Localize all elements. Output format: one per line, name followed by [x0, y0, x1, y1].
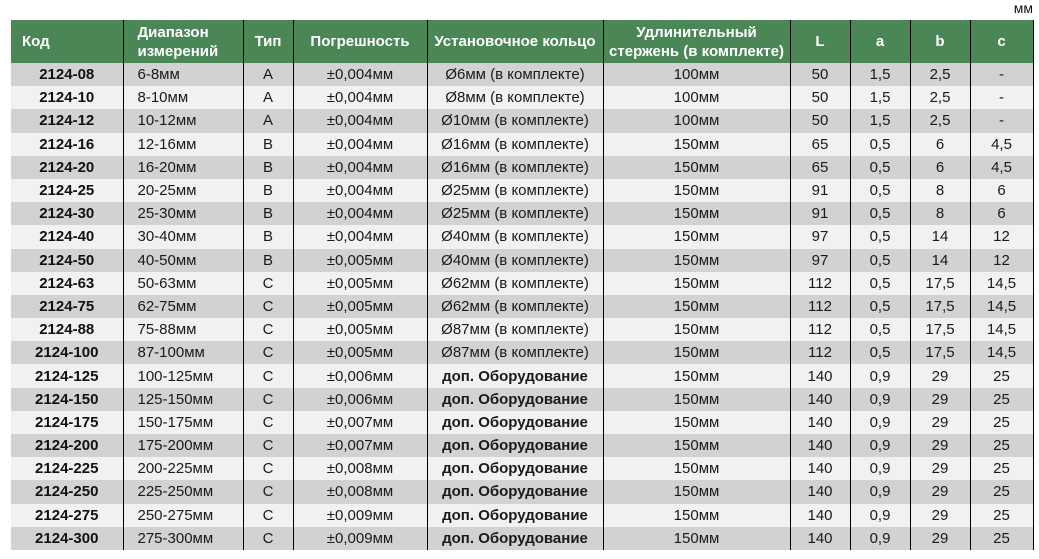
cell-rod: 100мм	[603, 109, 790, 132]
cell-accuracy: ±0,004мм	[293, 109, 427, 132]
cell-L: 140	[790, 411, 850, 434]
cell-L: 112	[790, 272, 850, 295]
cell-code: 2124-30	[11, 202, 123, 225]
table-row	[11, 133, 1033, 156]
table-row	[11, 411, 1033, 434]
cell-c: 25	[970, 364, 1033, 387]
cell-accuracy: ±0,004мм	[293, 225, 427, 248]
cell-range: 200-225мм	[123, 457, 243, 480]
cell-ring: Ø40мм (в комплекте)	[427, 249, 603, 272]
cell-ring: Ø87мм (в комплекте)	[427, 318, 603, 341]
cell-accuracy: ±0,005мм	[293, 272, 427, 295]
cell-type: A	[243, 109, 293, 132]
cell-code: 2124-12	[11, 109, 123, 132]
cell-L: 50	[790, 63, 850, 86]
table-header	[11, 20, 1033, 63]
header-code: Код	[11, 20, 123, 63]
cell-type: C	[243, 457, 293, 480]
cell-c: 25	[970, 504, 1033, 527]
cell-type: C	[243, 527, 293, 550]
cell-b: 6	[910, 133, 970, 156]
cell-range: 175-200мм	[123, 434, 243, 457]
cell-rod: 150мм	[603, 388, 790, 411]
cell-L: 112	[790, 318, 850, 341]
table-row	[11, 480, 1033, 503]
cell-c: 14,5	[970, 295, 1033, 318]
cell-rod: 150мм	[603, 457, 790, 480]
cell-code: 2124-200	[11, 434, 123, 457]
cell-ring: доп. Оборудование	[427, 411, 603, 434]
table-body	[11, 63, 1033, 550]
unit-label: мм	[1013, 0, 1033, 16]
cell-accuracy: ±0,006мм	[293, 364, 427, 387]
cell-code: 2124-275	[11, 504, 123, 527]
cell-a: 0,5	[850, 225, 910, 248]
cell-a: 0,5	[850, 341, 910, 364]
cell-ring: Ø16мм (в комплекте)	[427, 133, 603, 156]
cell-rod: 150мм	[603, 133, 790, 156]
cell-type: C	[243, 318, 293, 341]
cell-L: 140	[790, 434, 850, 457]
cell-L: 140	[790, 527, 850, 550]
cell-a: 1,5	[850, 86, 910, 109]
table-row	[11, 225, 1033, 248]
cell-L: 65	[790, 133, 850, 156]
cell-ring: Ø25мм (в комплекте)	[427, 202, 603, 225]
cell-type: B	[243, 156, 293, 179]
cell-a: 0,5	[850, 318, 910, 341]
cell-ring: Ø25мм (в комплекте)	[427, 179, 603, 202]
table-row	[11, 504, 1033, 527]
cell-accuracy: ±0,008мм	[293, 457, 427, 480]
cell-c: 25	[970, 480, 1033, 503]
cell-L: 140	[790, 364, 850, 387]
cell-accuracy: ±0,005мм	[293, 318, 427, 341]
cell-b: 29	[910, 457, 970, 480]
table-row	[11, 86, 1033, 109]
cell-rod: 100мм	[603, 63, 790, 86]
cell-range: 12-16мм	[123, 133, 243, 156]
cell-b: 17,5	[910, 318, 970, 341]
cell-L: 140	[790, 480, 850, 503]
cell-range: 40-50мм	[123, 249, 243, 272]
cell-b: 8	[910, 202, 970, 225]
cell-b: 17,5	[910, 272, 970, 295]
table-row	[11, 295, 1033, 318]
cell-accuracy: ±0,009мм	[293, 527, 427, 550]
cell-a: 0,5	[850, 249, 910, 272]
cell-rod: 150мм	[603, 527, 790, 550]
cell-L: 140	[790, 457, 850, 480]
cell-a: 0,9	[850, 388, 910, 411]
cell-c: 25	[970, 411, 1033, 434]
cell-b: 6	[910, 156, 970, 179]
cell-code: 2124-150	[11, 388, 123, 411]
cell-b: 17,5	[910, 295, 970, 318]
cell-L: 97	[790, 249, 850, 272]
cell-type: B	[243, 179, 293, 202]
cell-ring: Ø6мм (в комплекте)	[427, 63, 603, 86]
header-type: Тип	[243, 20, 293, 63]
header-a: a	[850, 20, 910, 63]
cell-b: 8	[910, 179, 970, 202]
header-ring: Установочное кольцо	[427, 20, 603, 63]
cell-rod: 150мм	[603, 434, 790, 457]
cell-accuracy: ±0,007мм	[293, 434, 427, 457]
cell-type: B	[243, 202, 293, 225]
cell-type: B	[243, 133, 293, 156]
table-row	[11, 249, 1033, 272]
cell-rod: 150мм	[603, 225, 790, 248]
cell-a: 0,9	[850, 504, 910, 527]
cell-c: 14,5	[970, 318, 1033, 341]
cell-rod: 150мм	[603, 179, 790, 202]
cell-a: 0,5	[850, 179, 910, 202]
cell-type: C	[243, 411, 293, 434]
cell-ring: доп. Оборудование	[427, 480, 603, 503]
cell-type: C	[243, 434, 293, 457]
cell-code: 2124-25	[11, 179, 123, 202]
cell-code: 2124-88	[11, 318, 123, 341]
cell-rod: 100мм	[603, 86, 790, 109]
cell-ring: Ø40мм (в комплекте)	[427, 225, 603, 248]
cell-accuracy: ±0,004мм	[293, 133, 427, 156]
cell-a: 0,9	[850, 527, 910, 550]
cell-range: 275-300мм	[123, 527, 243, 550]
table-row	[11, 388, 1033, 411]
cell-accuracy: ±0,004мм	[293, 179, 427, 202]
cell-accuracy: ±0,004мм	[293, 63, 427, 86]
cell-accuracy: ±0,009мм	[293, 504, 427, 527]
cell-type: C	[243, 504, 293, 527]
cell-c: 14,5	[970, 341, 1033, 364]
cell-type: C	[243, 480, 293, 503]
cell-L: 50	[790, 86, 850, 109]
table-row	[11, 364, 1033, 387]
cell-ring: Ø62мм (в комплекте)	[427, 295, 603, 318]
cell-c: 6	[970, 202, 1033, 225]
table-row	[11, 156, 1033, 179]
cell-range: 50-63мм	[123, 272, 243, 295]
cell-type: C	[243, 364, 293, 387]
cell-range: 25-30мм	[123, 202, 243, 225]
table-row	[11, 109, 1033, 132]
cell-c: -	[970, 86, 1033, 109]
cell-a: 0,5	[850, 202, 910, 225]
cell-c: 25	[970, 457, 1033, 480]
header-row	[11, 20, 1033, 63]
cell-a: 0,5	[850, 156, 910, 179]
cell-L: 140	[790, 388, 850, 411]
cell-b: 29	[910, 434, 970, 457]
cell-L: 50	[790, 109, 850, 132]
cell-rod: 150мм	[603, 364, 790, 387]
cell-accuracy: ±0,004мм	[293, 202, 427, 225]
table-row	[11, 434, 1033, 457]
cell-range: 87-100мм	[123, 341, 243, 364]
cell-type: C	[243, 272, 293, 295]
cell-accuracy: ±0,006мм	[293, 388, 427, 411]
cell-accuracy: ±0,004мм	[293, 86, 427, 109]
cell-b: 2,5	[910, 109, 970, 132]
cell-L: 140	[790, 504, 850, 527]
cell-c: 25	[970, 527, 1033, 550]
cell-accuracy: ±0,005мм	[293, 295, 427, 318]
cell-range: 75-88мм	[123, 318, 243, 341]
cell-code: 2124-300	[11, 527, 123, 550]
cell-L: 112	[790, 341, 850, 364]
cell-c: 25	[970, 388, 1033, 411]
cell-code: 2124-16	[11, 133, 123, 156]
cell-range: 16-20мм	[123, 156, 243, 179]
table-row	[11, 527, 1033, 550]
header-rod: Удлинительный стержень (в комплекте)	[603, 20, 790, 63]
cell-b: 29	[910, 364, 970, 387]
cell-rod: 150мм	[603, 480, 790, 503]
cell-rod: 150мм	[603, 341, 790, 364]
cell-code: 2124-250	[11, 480, 123, 503]
cell-b: 29	[910, 411, 970, 434]
cell-c: 12	[970, 225, 1033, 248]
cell-b: 29	[910, 480, 970, 503]
cell-a: 0,9	[850, 411, 910, 434]
cell-a: 0,5	[850, 272, 910, 295]
cell-b: 2,5	[910, 86, 970, 109]
cell-b: 14	[910, 225, 970, 248]
cell-a: 0,9	[850, 457, 910, 480]
cell-code: 2124-40	[11, 225, 123, 248]
cell-accuracy: ±0,005мм	[293, 341, 427, 364]
header-L: L	[790, 20, 850, 63]
cell-c: -	[970, 109, 1033, 132]
cell-rod: 150мм	[603, 411, 790, 434]
cell-type: A	[243, 63, 293, 86]
cell-a: 1,5	[850, 109, 910, 132]
cell-a: 0,5	[850, 295, 910, 318]
header-range: Диапазон измерений	[123, 20, 243, 63]
cell-code: 2124-75	[11, 295, 123, 318]
cell-type: C	[243, 295, 293, 318]
cell-accuracy: ±0,008мм	[293, 480, 427, 503]
cell-range: 150-175мм	[123, 411, 243, 434]
cell-ring: доп. Оборудование	[427, 434, 603, 457]
cell-ring: доп. Оборудование	[427, 388, 603, 411]
cell-ring: Ø8мм (в комплекте)	[427, 86, 603, 109]
cell-range: 250-275мм	[123, 504, 243, 527]
cell-range: 6-8мм	[123, 63, 243, 86]
cell-c: 4,5	[970, 156, 1033, 179]
cell-c: 12	[970, 249, 1033, 272]
cell-ring: доп. Оборудование	[427, 504, 603, 527]
cell-code: 2124-20	[11, 156, 123, 179]
cell-code: 2124-10	[11, 86, 123, 109]
cell-range: 62-75мм	[123, 295, 243, 318]
cell-code: 2124-50	[11, 249, 123, 272]
cell-range: 8-10мм	[123, 86, 243, 109]
cell-L: 112	[790, 295, 850, 318]
header-accuracy: Погрешность	[293, 20, 427, 63]
cell-accuracy: ±0,004мм	[293, 156, 427, 179]
cell-code: 2124-100	[11, 341, 123, 364]
cell-code: 2124-63	[11, 272, 123, 295]
header-b: b	[910, 20, 970, 63]
cell-rod: 150мм	[603, 504, 790, 527]
cell-rod: 150мм	[603, 202, 790, 225]
table-row	[11, 179, 1033, 202]
cell-range: 20-25мм	[123, 179, 243, 202]
cell-ring: Ø87мм (в комплекте)	[427, 341, 603, 364]
cell-code: 2124-08	[11, 63, 123, 86]
cell-type: C	[243, 341, 293, 364]
cell-rod: 150мм	[603, 249, 790, 272]
cell-c: 14,5	[970, 272, 1033, 295]
cell-type: A	[243, 86, 293, 109]
cell-L: 91	[790, 202, 850, 225]
table-row	[11, 63, 1033, 86]
table-row	[11, 272, 1033, 295]
cell-b: 29	[910, 388, 970, 411]
cell-c: 4,5	[970, 133, 1033, 156]
spec-table	[11, 20, 1034, 550]
cell-b: 17,5	[910, 341, 970, 364]
cell-code: 2124-225	[11, 457, 123, 480]
cell-L: 65	[790, 156, 850, 179]
cell-b: 29	[910, 504, 970, 527]
cell-c: 6	[970, 179, 1033, 202]
cell-code: 2124-175	[11, 411, 123, 434]
table-row	[11, 457, 1033, 480]
cell-b: 2,5	[910, 63, 970, 86]
cell-c: 25	[970, 434, 1033, 457]
cell-accuracy: ±0,005мм	[293, 249, 427, 272]
cell-a: 1,5	[850, 63, 910, 86]
cell-ring: Ø16мм (в комплекте)	[427, 156, 603, 179]
cell-L: 97	[790, 225, 850, 248]
cell-range: 225-250мм	[123, 480, 243, 503]
cell-range: 10-12мм	[123, 109, 243, 132]
cell-range: 100-125мм	[123, 364, 243, 387]
cell-type: C	[243, 388, 293, 411]
cell-ring: доп. Оборудование	[427, 364, 603, 387]
cell-rod: 150мм	[603, 318, 790, 341]
cell-a: 0,5	[850, 133, 910, 156]
cell-code: 2124-125	[11, 364, 123, 387]
cell-ring: Ø10мм (в комплекте)	[427, 109, 603, 132]
cell-type: B	[243, 225, 293, 248]
cell-ring: доп. Оборудование	[427, 457, 603, 480]
cell-range: 125-150мм	[123, 388, 243, 411]
cell-ring: Ø62мм (в комплекте)	[427, 272, 603, 295]
table-row	[11, 341, 1033, 364]
cell-a: 0,9	[850, 364, 910, 387]
cell-rod: 150мм	[603, 295, 790, 318]
cell-rod: 150мм	[603, 156, 790, 179]
cell-type: B	[243, 249, 293, 272]
table-row	[11, 318, 1033, 341]
cell-b: 14	[910, 249, 970, 272]
cell-rod: 150мм	[603, 272, 790, 295]
cell-ring: доп. Оборудование	[427, 527, 603, 550]
cell-range: 30-40мм	[123, 225, 243, 248]
cell-a: 0,9	[850, 480, 910, 503]
cell-accuracy: ±0,007мм	[293, 411, 427, 434]
header-c: c	[970, 20, 1033, 63]
cell-c: -	[970, 63, 1033, 86]
cell-a: 0,9	[850, 434, 910, 457]
cell-b: 29	[910, 527, 970, 550]
cell-L: 91	[790, 179, 850, 202]
table-row	[11, 202, 1033, 225]
